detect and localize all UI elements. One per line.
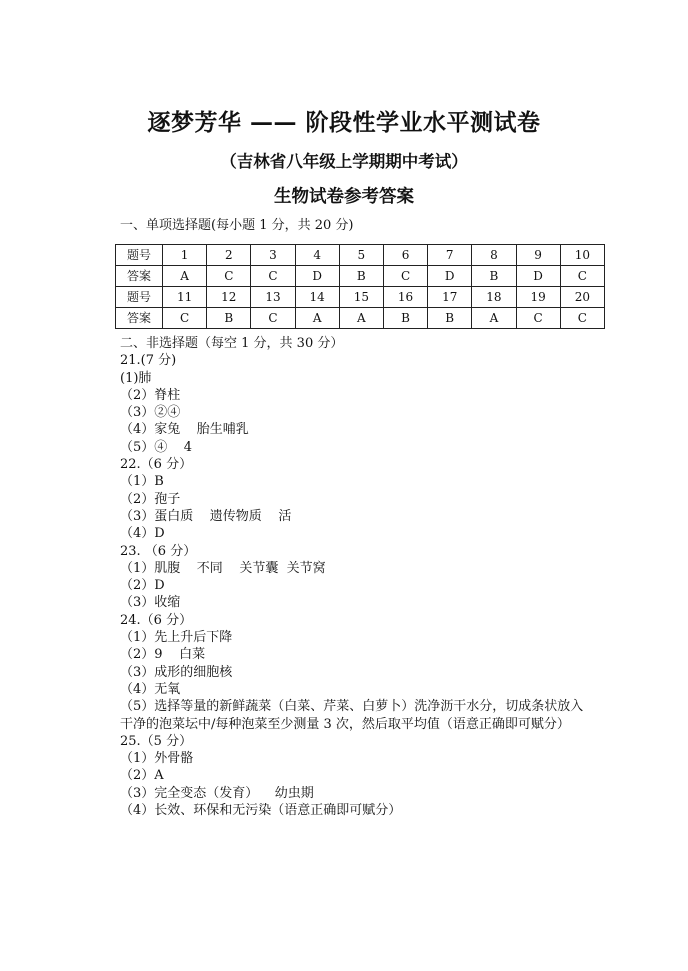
- answer-line: （3）成形的细胞核: [120, 664, 233, 680]
- answer-line: （3）收缩: [120, 595, 181, 611]
- answer-line: （4）长效、环保和无污染（语意正确即可赋分）: [120, 803, 402, 819]
- table-cell: 13: [251, 287, 295, 308]
- table-row: [116, 308, 605, 329]
- table-cell: C: [207, 266, 251, 287]
- table-cell: B: [383, 308, 427, 329]
- section-two: [120, 335, 590, 819]
- answer-line: （3）蛋白质 遗传物质 活: [120, 508, 292, 524]
- table-cell: 5: [339, 245, 383, 266]
- table-cell: C: [560, 308, 604, 329]
- answer-line: （2）D: [120, 578, 165, 594]
- table-cell: C: [251, 308, 295, 329]
- table-cell: 16: [383, 287, 427, 308]
- table-cell: 7: [428, 245, 472, 266]
- answer-line: （3）完全变态（发育） 幼虫期: [120, 785, 314, 801]
- table-cell: 12: [207, 287, 251, 308]
- table-cell: 11: [163, 287, 207, 308]
- table-cell: A: [295, 308, 339, 329]
- table-cell: 2: [207, 245, 251, 266]
- table-row: [116, 287, 605, 308]
- answer-line: （1）先上升后下降: [120, 630, 233, 646]
- section-two-title: 二、非选择题（每空 1 分，共 30 分）: [120, 336, 344, 351]
- table-cell: 20: [560, 287, 604, 308]
- table-cell: D: [428, 266, 472, 287]
- table-cell: D: [295, 266, 339, 287]
- row-label: 题号: [116, 245, 163, 266]
- answer-line: （3）②④: [120, 405, 181, 421]
- table-cell: B: [207, 308, 251, 329]
- table-cell: 10: [560, 245, 604, 266]
- answer-line: （1）B: [120, 474, 164, 490]
- answer-table: [115, 244, 605, 329]
- table-cell: 8: [472, 245, 516, 266]
- table-cell: C: [383, 266, 427, 287]
- answer-key-heading: 生物试卷参考答案: [274, 187, 414, 207]
- answer-line: 22.（6 分）: [120, 457, 193, 473]
- table-cell: 3: [251, 245, 295, 266]
- table-cell: 1: [163, 245, 207, 266]
- page-subtitle: （吉林省八年级上学期期中考试）: [220, 152, 468, 171]
- answer-line: （5）选择等量的新鲜蔬菜（白菜、芹菜、白萝卜）洗净沥干水分，切成条状放入干净的泡菜坛中/每种泡菜至少测量 3 次，然后取平均值（语意正确即可赋分）: [120, 699, 584, 732]
- row-label: 答案: [116, 266, 163, 287]
- answer-line: （1）外骨骼: [120, 751, 194, 767]
- section-one-title: 一、单项选择题(每小题 1 分，共 20 分): [120, 218, 354, 233]
- answer-line: （2）脊柱: [120, 387, 181, 403]
- answer-line: 21.(7 分): [120, 353, 177, 369]
- table-cell: 18: [472, 287, 516, 308]
- answer-line: 24.（6 分）: [120, 612, 193, 628]
- table-cell: 14: [295, 287, 339, 308]
- answer-line: （2）孢子: [120, 491, 181, 507]
- answer-line: （2）9 白菜: [120, 647, 206, 663]
- table-cell: D: [516, 266, 560, 287]
- table-cell: 19: [516, 287, 560, 308]
- table-cell: A: [163, 266, 207, 287]
- table-cell: C: [251, 266, 295, 287]
- table-cell: A: [339, 308, 383, 329]
- table-cell: 6: [383, 245, 427, 266]
- table-cell: 17: [428, 287, 472, 308]
- table-cell: B: [339, 266, 383, 287]
- table-cell: B: [428, 308, 472, 329]
- answer-line: （1）肌腹 不同 关节囊 关节窝: [120, 560, 326, 576]
- table-cell: C: [560, 266, 604, 287]
- table-cell: C: [516, 308, 560, 329]
- answer-line: （4）D: [120, 526, 165, 542]
- answer-lines: [120, 352, 590, 819]
- answer-line: （2）A: [120, 768, 164, 784]
- answer-line: 23. （6 分）: [120, 543, 197, 559]
- table-cell: 15: [339, 287, 383, 308]
- answer-line: （4）无氧: [120, 681, 181, 697]
- answer-line: （5）④ 4: [120, 439, 193, 455]
- table-row: [116, 245, 605, 266]
- table-cell: 4: [295, 245, 339, 266]
- table-cell: B: [472, 266, 516, 287]
- page-title: 逐梦芳华 —— 阶段性学业水平测试卷: [147, 109, 541, 136]
- table-row: [116, 266, 605, 287]
- answer-line: （4）家兔 胎生哺乳: [120, 422, 249, 438]
- table-cell: A: [472, 308, 516, 329]
- row-label: 题号: [116, 287, 163, 308]
- answer-line: 25.（5 分）: [120, 733, 193, 749]
- table-cell: C: [163, 308, 207, 329]
- row-label: 答案: [116, 308, 163, 329]
- answer-line: (1)肺: [120, 370, 152, 386]
- table-cell: 9: [516, 245, 560, 266]
